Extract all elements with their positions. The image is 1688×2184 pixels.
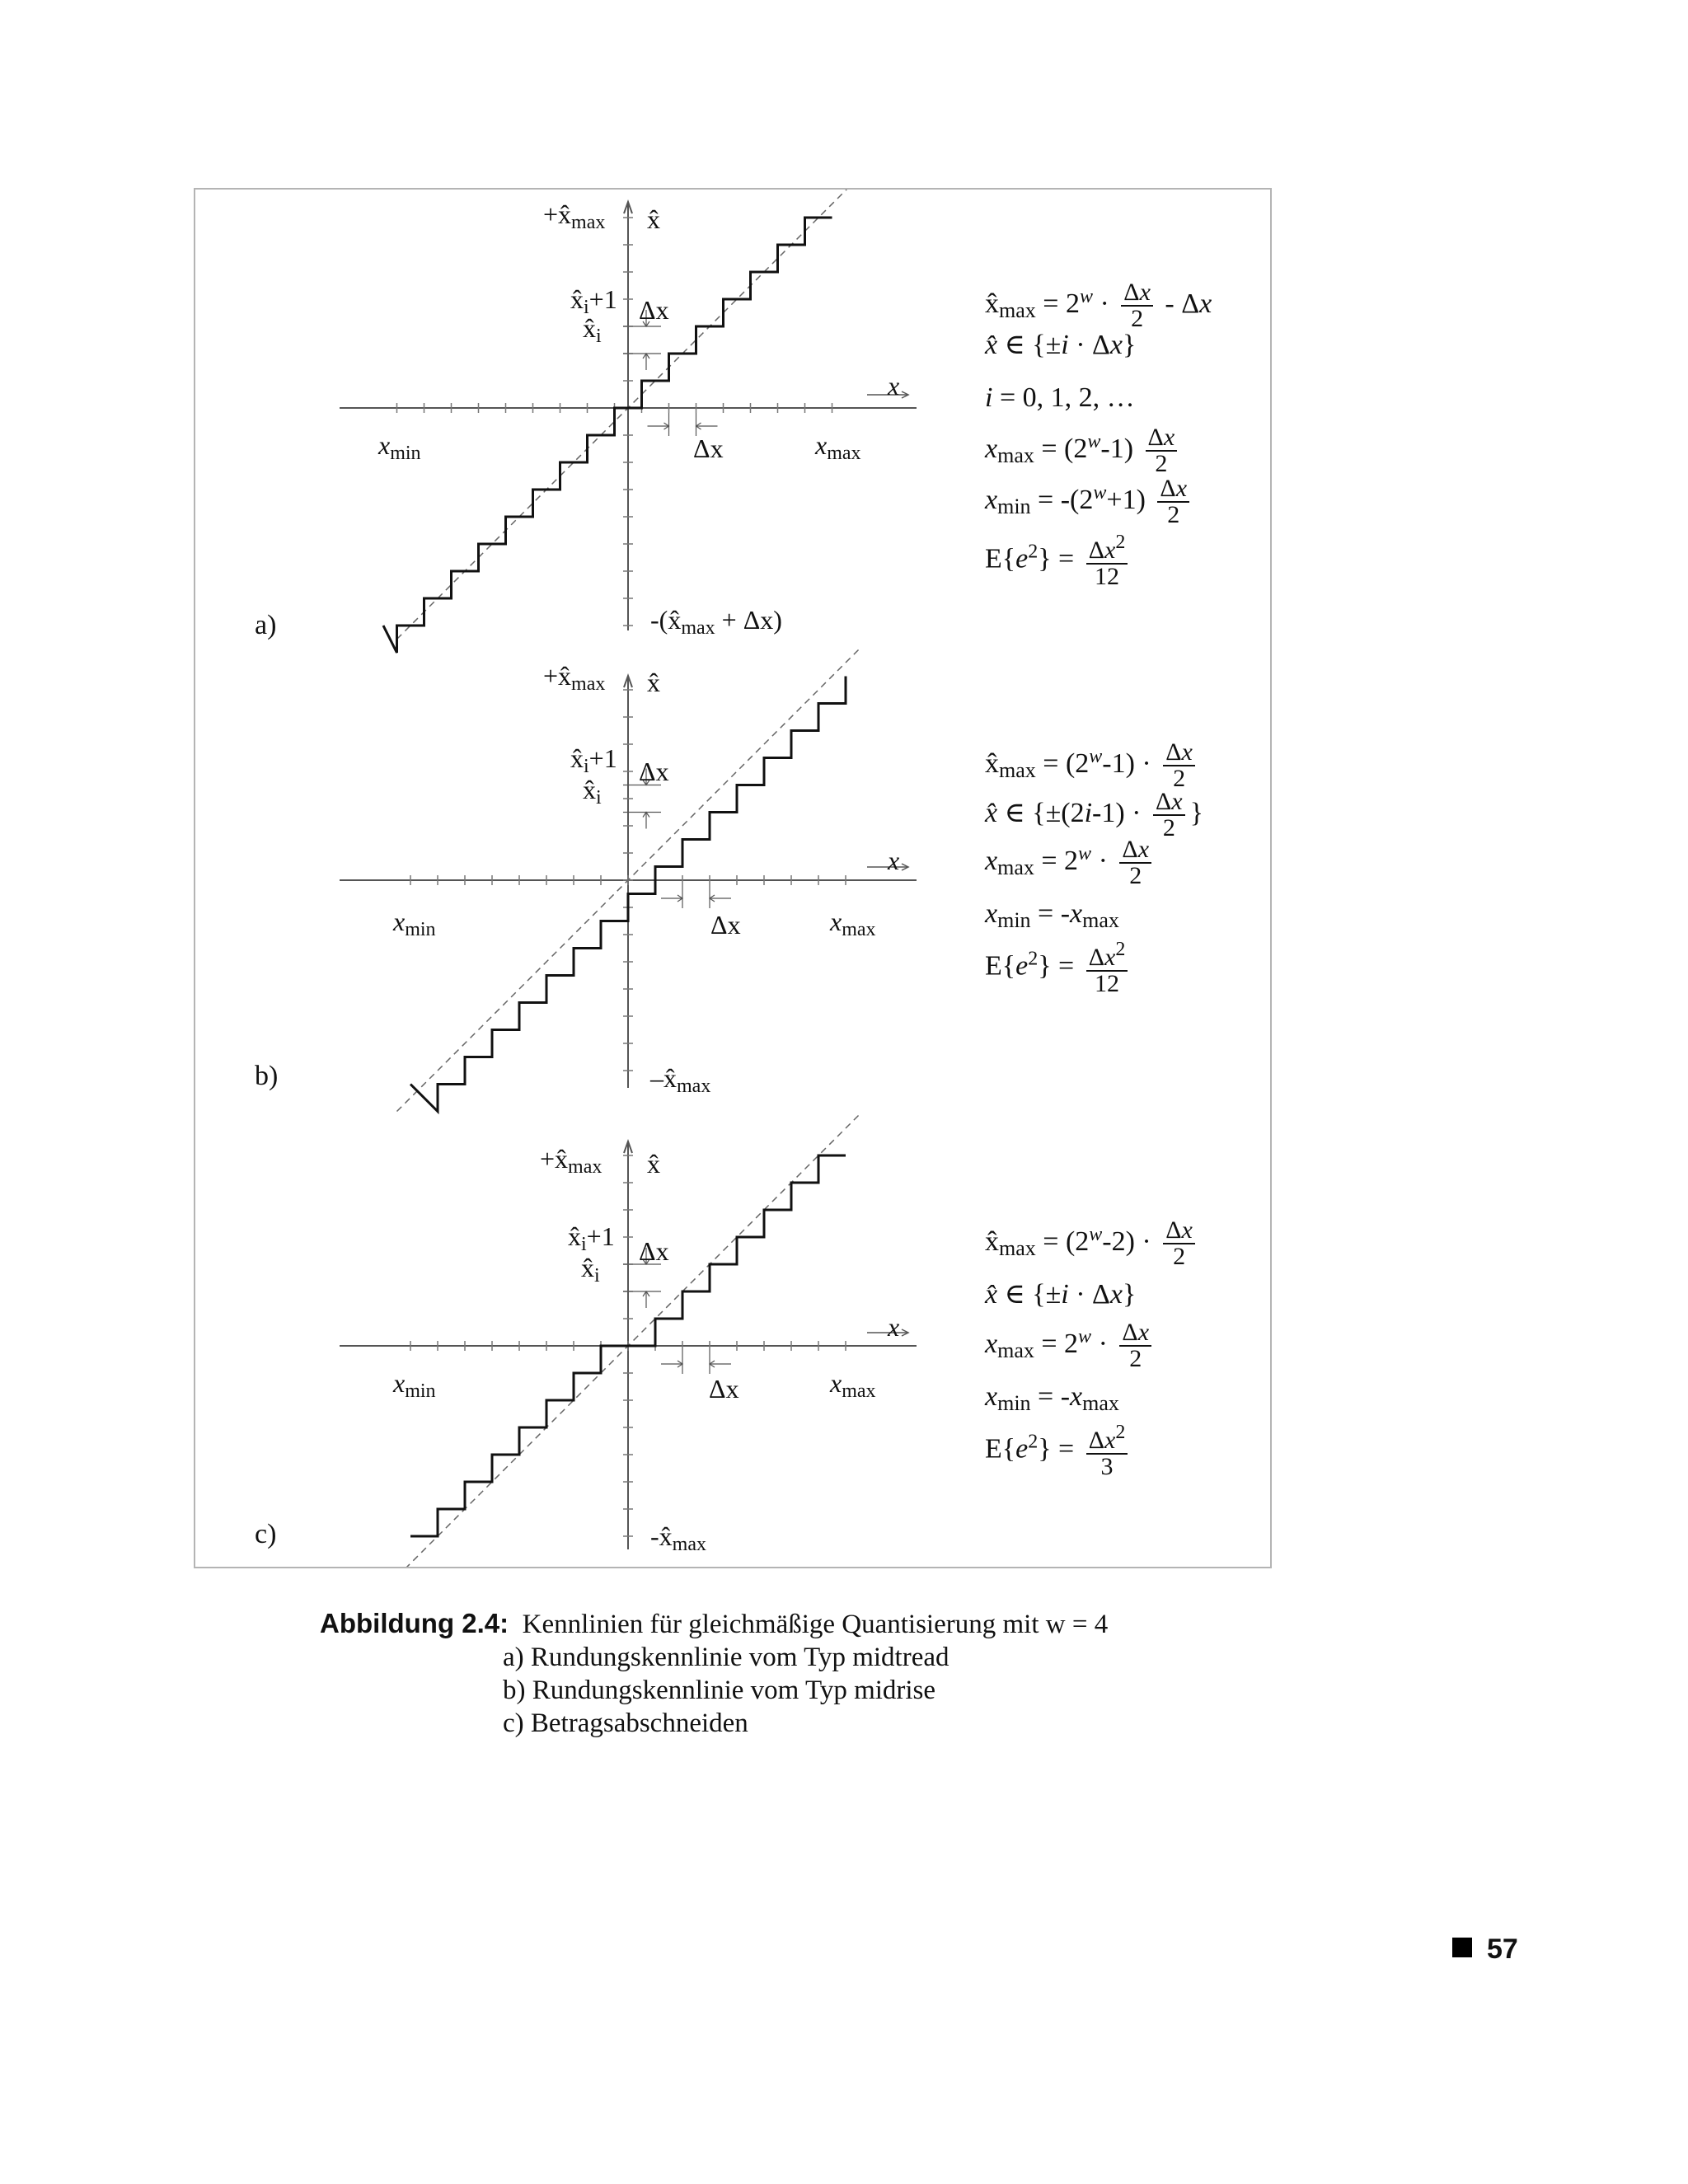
b-xmax-label: $x_{max}$ [830,907,876,940]
b-xi-label: $x̂_i$ [583,775,602,808]
figure-frame [194,188,1272,1568]
caption-head: Abbildung 2.4: [320,1608,509,1638]
c-dx-bottom-label: Δx [709,1374,739,1404]
b-x-axis-label: x [888,846,900,875]
c-formula-5: $E\{e^2\}$ = $\frac{\Delta x^2}{3}$ [985,1422,1132,1479]
b-dx-label: Δx [639,757,669,786]
caption-item-c: c) Betragsabschneiden [503,1708,748,1738]
c-xmin-label: $x_{min}$ [393,1368,436,1402]
c-dx-up-arrow [643,1291,649,1308]
caption-item-a: a) Rundungskennlinie vom Typ midtread [503,1643,950,1672]
c-dx-label: Δx [639,1236,669,1266]
a-xi1-label: $x̂_i+1$ [570,284,617,318]
c-xmax-label: $x_{max}$ [830,1368,876,1402]
page-number-text: 57 [1487,1933,1518,1965]
a-dx-left-arrow [696,423,718,429]
a-formula-4: $x_{max} = (2^w-1)$ $\frac{\Delta x}{2}$ [985,425,1182,476]
a-formula-1: $x̂_{max} = 2^w$ · $\frac{\Delta x}{2}$ - Δx [985,279,1212,332]
a-dx-up-arrow [643,354,649,370]
b-xmin-label: $x_{min}$ [393,907,436,940]
b-dx-left-arrow [710,895,731,902]
b-formula-1: $x̂_{max} = (2^w-1)$ · $\frac{\Delta x}{2}$ [985,740,1200,791]
a-dx-label: Δx [639,295,669,325]
a-dx-right-arrow [648,423,669,429]
c-y-axis-label: x̂ [647,1149,660,1179]
b-y-axis-label: x̂ [647,668,660,697]
a-formula-2: x̂ ∈ {±i · Δx} [985,330,1137,360]
panel-label-a: a) [255,610,277,640]
c-y-bottom-label: $-x̂_{max}$ [650,1521,706,1555]
b-xi1-label: $x̂_i+1$ [570,743,617,777]
b-dx-bottom-label: Δx [710,910,741,940]
b-y-bottom-label: $-x̂_{max}$ [650,1063,711,1097]
b-formula-3: $x_{max} = 2^w$ · $\frac{\Delta x}{2}$ [985,837,1156,888]
b-dx-right-arrow [661,895,682,902]
c-x-axis-label: x [888,1312,900,1342]
caption-text: Kennlinien für gleichmäßige Quantisierung mit w = 4 [522,1610,1109,1639]
b-formula-5: $E\{e^2\}$ = $\frac{\Delta x^2}{12}$ [985,940,1132,996]
a-xi-label: $x̂_i$ [583,313,602,347]
caption-item-b: b) Rundungskennlinie vom Typ midrise [503,1675,936,1705]
b-formula-4: $x_{min} = -x_{max}$ [985,898,1119,932]
a-y-bottom-label: $-(x̂_{max} + \Delta x)$ [650,605,782,639]
a-staircase [383,218,832,653]
b-dx-up-arrow [643,813,649,829]
a-formula-5: $x_{min} = -(2^w+1)$ $\frac{\Delta x}{2}$ [985,476,1194,527]
c-formula-1: $x̂_{max} = (2^w-2)$ · $\frac{\Delta x}{2}$ [985,1218,1200,1269]
a-formula-6: $E\{e^2\}$ = $\frac{\Delta x^2}{12}$ [985,532,1132,589]
a-y-top-label: $+x̂_{max}$ [543,199,606,233]
panel-label-c: c) [255,1519,277,1549]
a-x-axis-label: x [888,371,900,401]
c-y-top-label: $+x̂_{max}$ [540,1144,603,1178]
c-formula-4: $x_{min} = -x_{max}$ [985,1381,1119,1415]
a-formula-3: i = 0, 1, 2, … [985,382,1135,413]
caption-line-1 [320,1607,1108,1641]
c-xi-label: $x̂_i$ [581,1253,600,1286]
panel-label-b: b) [255,1061,279,1091]
b-formula-2: x̂ ∈ {±(2i-1) · $\frac{\Delta x}{2}$ } [985,788,1203,841]
figure-caption [320,1607,1108,1740]
c-formula-2: x̂ ∈ {±i · Δx} [985,1279,1137,1310]
a-dx-bottom-label: Δx [693,434,724,463]
b-y-top-label: $+x̂_{max}$ [543,661,606,695]
c-dx-right-arrow [661,1361,682,1367]
c-xi1-label: $x̂_i+1$ [568,1221,615,1255]
a-xmax-label: $x_{max}$ [815,430,861,464]
page-number [1452,1933,1518,1966]
c-dx-left-arrow [710,1361,731,1367]
page-marker-square [1452,1938,1472,1957]
c-formula-3: $x_{max} = 2^w$ · $\frac{\Delta x}{2}$ [985,1320,1156,1371]
a-xmin-label: $x_{min}$ [378,430,421,464]
a-y-axis-label: x̂ [647,204,660,234]
